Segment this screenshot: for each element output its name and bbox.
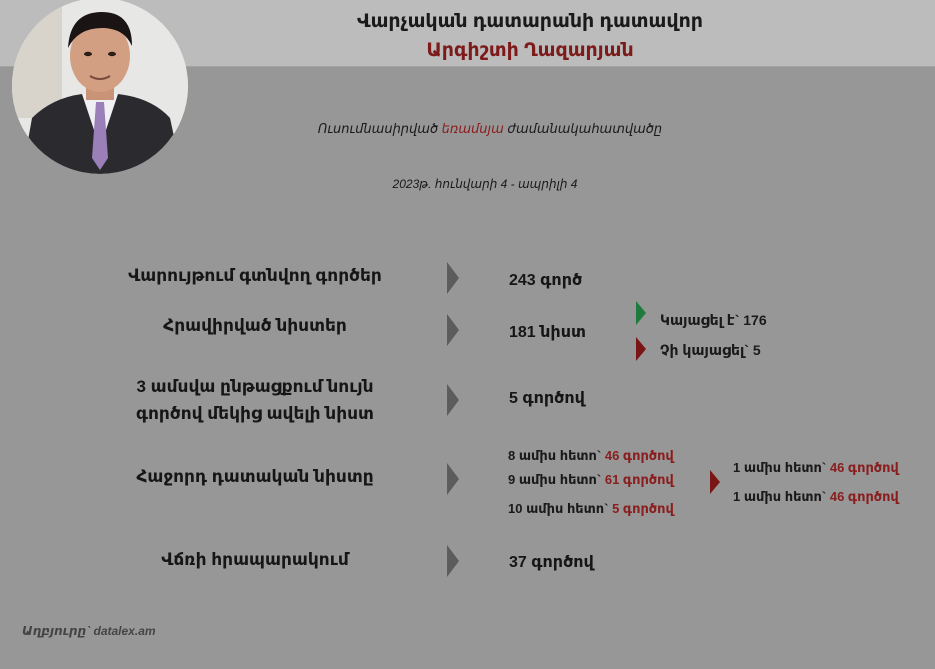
next-session-count: 46 գործով [604, 448, 674, 463]
held-label: Կայացել է` [660, 312, 740, 328]
next-session-prefix: 9 ամիս հետո` [508, 472, 602, 487]
row-label-cases: Վարույթում գտնվող գործեր [128, 266, 382, 285]
subtitle-suffix: ժամանակահատվածը [507, 121, 663, 136]
subtitle-highlight: եռամսյա [441, 121, 504, 136]
row-label-repeat-sessions-1: 3 ամսվա ընթացքում նույն [136, 377, 374, 396]
subtitle-prefix: Ուսումնասիրված [317, 121, 439, 136]
row-value-repeat-sessions: 5 գործով [509, 390, 585, 407]
next-session-prefix: 8 ամիս հետո` [508, 448, 602, 463]
source-credit [22, 624, 156, 638]
source-link[interactable]: datalex.am [93, 624, 156, 638]
not-held-triangle-icon [636, 337, 646, 361]
date-range: 2023թ. հունվարի 4 - ապրիլի 4 [392, 177, 578, 191]
next-session-sub-item [733, 489, 899, 505]
page-title: Վարչական դատարանի դատավոր [356, 11, 703, 32]
row-label-sessions: Հրավիրված նիստեր [163, 316, 347, 335]
arrow-right-icon [447, 314, 459, 346]
arrow-right-icon [447, 463, 459, 495]
row-label-judgment: Վճռի հրապարակում [161, 550, 349, 569]
next-session-count: 5 գործով [612, 501, 674, 516]
arrow-right-icon [447, 545, 459, 577]
source-prefix: Աղբյուրը` [22, 624, 91, 638]
row-value-judgment: 37 գործով [509, 554, 594, 571]
judge-portrait [12, 0, 188, 174]
held-triangle-icon [636, 301, 646, 325]
next-session-item [508, 501, 674, 517]
study-period-caption [190, 121, 790, 137]
not-held-sessions [660, 342, 761, 359]
next-session-sub-prefix: 1 ամիս հետո` [733, 489, 827, 504]
next-session-item [508, 448, 674, 464]
next-session-sub-prefix: 1 ամիս հետո` [733, 460, 827, 475]
next-session-count: 61 գործով [604, 472, 674, 487]
next-session-sub-item [733, 460, 899, 476]
row-label-repeat-sessions-2: գործով մեկից ավելի նիստ [136, 404, 374, 423]
row-value-cases: 243 գործ [509, 272, 583, 289]
next-session-prefix: 10 ամիս հետո` [508, 501, 609, 516]
sub-arrow-icon [710, 470, 720, 494]
row-label-next-session: Հաջորդ դատական նիստը [136, 467, 374, 486]
held-sessions [660, 312, 767, 329]
row-value-sessions: 181 նիստ [509, 324, 586, 341]
judge-name: Արգիշտի Ղազարյան [426, 40, 634, 61]
next-session-sub-count: 46 գործով [829, 460, 899, 475]
next-session-sub-count: 46 գործով [829, 489, 899, 504]
not-held-count: 5 [752, 342, 761, 358]
not-held-label: Չի կայացել` [660, 342, 749, 358]
arrow-right-icon [447, 384, 459, 416]
portrait-illustration [12, 0, 188, 174]
arrow-right-icon [447, 262, 459, 294]
next-session-item [508, 472, 674, 488]
held-count: 176 [743, 312, 767, 328]
